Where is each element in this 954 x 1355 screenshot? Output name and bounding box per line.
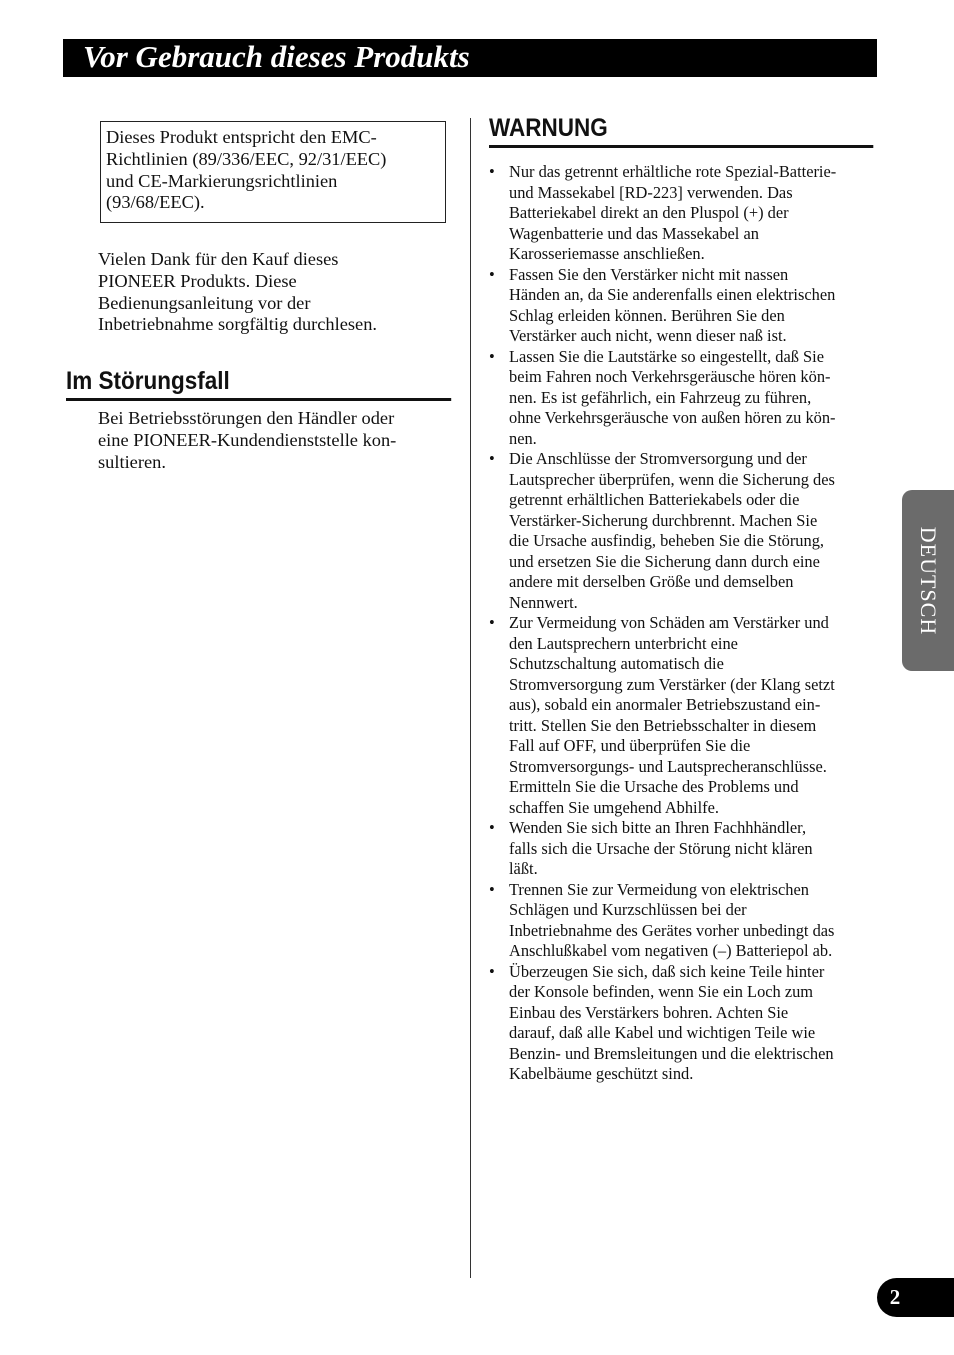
warnung-item-line: Schlag erleiden können. Berühren Sie den — [509, 305, 785, 325]
intro-line: Bedienungsanleitung vor der — [98, 292, 311, 313]
warnung-item-line: Stromversorgungs- und Lautsprecheranschlüsse. — [509, 756, 827, 776]
page-number-badge — [877, 1278, 954, 1317]
warnung-item-line: Schutzschaltung automatisch die — [509, 654, 724, 673]
warnung-item-line: Überzeugen Sie sich, daß sich keine Teile hinter — [509, 961, 825, 981]
warnung-item — [487, 818, 877, 880]
intro-line: Vielen Dank für den Kauf dieses — [98, 249, 339, 269]
notice-line: Dieses Produkt entspricht den EMC- — [106, 127, 377, 147]
bullet-icon: • — [489, 879, 495, 899]
title-bar — [63, 39, 877, 77]
warnung-item-line: schaffen Sie umgehend Abhilfe. — [509, 797, 719, 817]
warnung-item — [487, 347, 877, 450]
bullet-icon: • — [489, 346, 495, 366]
warnung-item-line: tritt. Stellen Sie den Betriebsschalter in diesem — [509, 715, 817, 735]
warnung-item-line: Lassen Sie die Lautstärke so eingestellt, daß Sie — [509, 346, 824, 366]
warnung-heading: WARNUNG — [489, 113, 873, 148]
warnung-item-line: Verstärker-Sicherung durchbrennt. Machen Sie — [509, 510, 818, 530]
warnung-item — [487, 265, 877, 347]
warnung-item-line: den Lautsprechern unterbricht eine — [509, 633, 738, 653]
emc-notice-box — [100, 121, 446, 223]
intro-line: PIONEER Produkts. Diese — [98, 270, 297, 291]
warnung-item-line: Fall auf OFF, und überprüfen Sie die — [509, 736, 751, 755]
warnung-item-line: Fassen Sie den Verstärker nicht mit nassen — [509, 264, 789, 284]
bullet-icon: • — [489, 449, 495, 468]
warnung-item-line: aus), sobald ein anormaler Betriebszustand ein- — [509, 695, 821, 714]
notice-line: und CE-Markierungsrichtlinien — [106, 170, 338, 191]
warnung-item-line: darauf, daß alle Kabel und wichtigen Teile wie — [509, 1023, 816, 1042]
warnung-item-line: Karosseriemasse anschließen. — [509, 244, 705, 263]
warnung-item-line: die Ursache ausfindig, beheben Sie die Störung, — [509, 531, 824, 550]
warnung-item-line: beim Fahren noch Verkehrsgeräusche hören kön- — [509, 367, 831, 386]
intro-line: Inbetriebnahme sorgfältig durchlesen. — [98, 314, 378, 335]
warnung-item-line: Anschlußkabel vom negativen (–) Batteriepol ab. — [509, 941, 833, 960]
warnung-item-line: Wenden Sie sich bitte an Ihren Fachhhändler, — [509, 818, 807, 837]
stoerung-paragraph — [98, 408, 443, 473]
warnung-item-line: Trennen Sie zur Vermeidung von elektrischen — [509, 879, 809, 899]
warnung-item-line: Einbau des Verstärkers bohren. Achten Sie — [509, 1002, 789, 1022]
warnung-item-line: Wagenbatterie und das Massekabel an — [509, 223, 759, 243]
warnung-item-line: andere mit derselben Größe und demselben — [509, 572, 794, 591]
warnung-item-line: Inbetriebnahme des Gerätes vorher unbedingt das — [509, 920, 835, 940]
warnung-item-line: Die Anschlüsse der Stromversorgung und der — [509, 449, 807, 468]
warnung-item-line: Händen an, da Sie anderenfalls einen elektrischen — [509, 285, 836, 304]
bullet-icon: • — [489, 961, 495, 981]
warnung-item-line: nen. — [509, 428, 537, 448]
warnung-item-line: Nennwert. — [509, 592, 578, 612]
warnung-item-line: Lautsprecher überprüfen, wenn die Sicherung des — [509, 469, 835, 489]
warnung-item-line: Verstärker auch nicht, wenn dieser naß ist. — [509, 326, 787, 345]
bullet-icon: • — [489, 818, 495, 837]
warnung-item-line: Nur das getrennt erhältliche rote Spezial-Batterie- — [509, 162, 837, 181]
language-tab — [902, 490, 954, 671]
notice-line: Richtlinien (89/336/EEC, 92/31/EEC) — [106, 148, 387, 169]
stoerung-line: sultieren. — [98, 451, 166, 472]
warnung-item-line: läßt. — [509, 859, 538, 878]
warnung-item-line: Benzin- und Bremsleitungen und die elektrischen — [509, 1043, 834, 1063]
warnung-item-line: und ersetzen Sie die Sicherung dann durch eine — [509, 551, 820, 571]
warnung-item-line: ohne Verkehrsgeräusche von außen hören zu kön- — [509, 408, 836, 427]
warnung-item — [487, 449, 877, 613]
bullet-icon: • — [489, 264, 495, 284]
warnung-item-line: Schlägen und Kurzschlüssen bei der — [509, 900, 747, 919]
warnung-item-line: nen. Es ist gefährlich, ein Fahrzeug zu führen, — [509, 387, 812, 407]
warnung-list — [487, 162, 877, 1085]
intro-paragraph — [98, 249, 448, 336]
warnung-item-line: falls sich die Ursache der Störung nicht klären — [509, 838, 813, 858]
warnung-item-line: Stromversorgung zum Verstärker (der Klang setzt — [509, 674, 835, 694]
warnung-item-line: und Massekabel [RD-223] verwenden. Das — [509, 182, 793, 202]
page-title: Vor Gebrauch dieses Produkts — [83, 39, 470, 74]
warnung-item-line: Batteriekabel direkt an den Pluspol (+) der — [509, 203, 789, 222]
bullet-icon: • — [489, 162, 495, 181]
warnung-item — [487, 162, 877, 265]
warnung-item-line: Zur Vermeidung von Schäden am Verstärker und — [509, 613, 829, 632]
stoerung-line: eine PIONEER-Kundendienststelle kon- — [98, 429, 397, 450]
page-number: 2 — [889, 1285, 901, 1309]
warnung-item-line: getrennt erhältlichen Batteriekabels oder die — [509, 490, 800, 509]
language-tab-label: DEUTSCH — [916, 526, 941, 635]
warnung-item — [487, 613, 877, 818]
stoerung-line: Bei Betriebsstörungen den Händler oder — [98, 408, 395, 428]
bullet-icon: • — [489, 613, 495, 632]
warnung-item — [487, 880, 877, 962]
warnung-item-line: Kabelbäume geschützt sind. — [509, 1064, 694, 1083]
notice-line: (93/68/EEC). — [106, 192, 205, 213]
warnung-item — [487, 962, 877, 1085]
warnung-item-line: der Konsole befinden, wenn Sie ein Loch zum — [509, 982, 814, 1001]
stoerung-heading: Im Störungsfall — [66, 366, 451, 401]
column-divider — [470, 118, 471, 1278]
warnung-item-line: Ermitteln Sie die Ursache des Problems und — [509, 777, 799, 796]
